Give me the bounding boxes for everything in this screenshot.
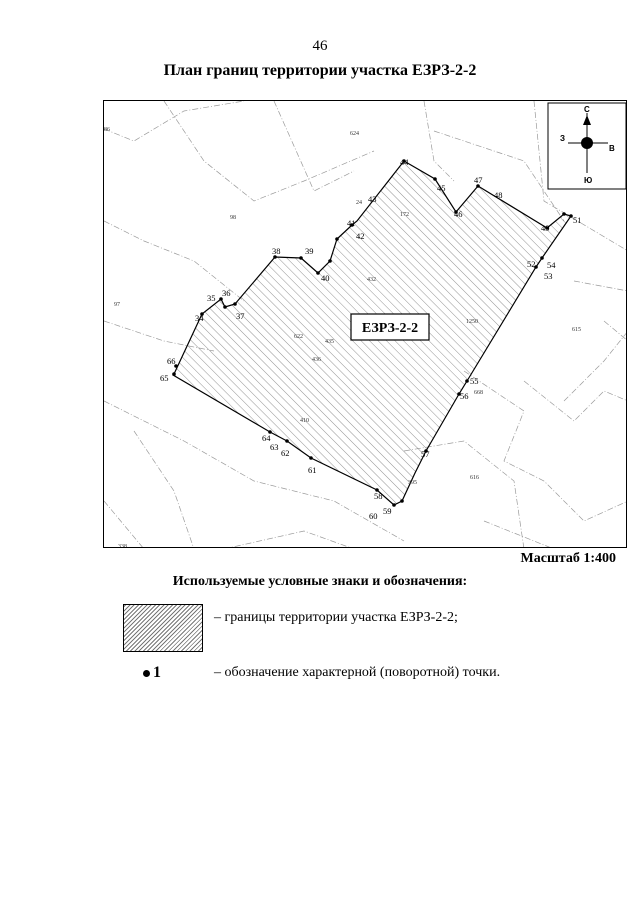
map-frame [103,100,627,548]
zone-label-box [351,314,429,340]
svg-text:58: 58 [374,491,383,501]
svg-text:60: 60 [369,511,378,521]
svg-text:36: 36 [222,288,231,298]
svg-text:57: 57 [421,449,430,459]
svg-text:34: 34 [195,313,204,323]
page-title: План границ территории участка ЕЗРЗ-2-2 [163,62,477,79]
svg-text:410: 410 [300,418,309,424]
svg-text:395: 395 [408,480,417,486]
svg-text:З: З [560,134,566,143]
svg-text:624: 624 [350,131,359,137]
svg-text:42: 42 [356,231,365,241]
svg-text:48: 48 [494,190,503,200]
svg-text:49: 49 [541,223,550,233]
svg-text:172: 172 [400,212,409,218]
svg-text:97: 97 [114,302,120,308]
svg-text:62: 62 [281,448,290,458]
svg-text:41: 41 [347,218,356,228]
svg-text:54: 54 [547,260,556,270]
zone-label: ЕЗРЗ-2-2 [361,321,419,336]
svg-text:52: 52 [527,259,536,269]
page-number: 46 [312,38,328,54]
svg-text:622: 622 [294,334,303,340]
svg-text:435: 435 [325,339,334,345]
svg-text:В: В [609,144,615,153]
svg-text:63: 63 [270,442,279,452]
svg-text:51: 51 [573,215,582,225]
svg-text:59: 59 [383,506,392,516]
svg-text:65: 65 [160,373,169,383]
svg-text:43: 43 [368,194,377,204]
svg-text:37: 37 [236,311,245,321]
svg-text:1250: 1250 [466,319,478,325]
svg-text:45: 45 [437,183,446,193]
svg-text:436: 436 [312,357,321,363]
legend-title: Используемые условные знаки и обозначения: [172,574,468,589]
svg-text:35: 35 [207,293,216,303]
compass-icon [548,103,626,189]
legend-point-text: – обозначение характерной (поворотной) точки. [214,665,501,680]
boundary-map [104,101,627,548]
svg-text:46: 46 [454,209,463,219]
svg-text:40: 40 [321,273,330,283]
svg-text:55: 55 [470,376,479,386]
svg-text:338: 338 [118,544,127,549]
legend-hatch-swatch [123,604,203,652]
svg-text:С: С [584,105,590,114]
svg-text:56: 56 [460,391,469,401]
svg-text:432: 432 [367,277,376,283]
svg-text:64: 64 [262,433,271,443]
svg-text:615: 615 [572,327,581,333]
legend-point-symbol: 1 [143,664,161,682]
svg-text:98: 98 [230,215,236,221]
svg-text:47: 47 [474,175,483,185]
svg-text:39: 39 [305,246,314,256]
svg-text:616: 616 [470,475,479,481]
svg-text:24: 24 [356,200,362,206]
svg-text:44: 44 [400,157,409,167]
svg-text:66: 66 [167,356,176,366]
svg-text:668: 668 [474,390,483,396]
svg-text:86: 86 [104,127,110,133]
legend-boundary-text: – границы территории участка ЕЗРЗ-2-2; [214,610,458,625]
scale-label: Масштаб 1:400 [520,551,616,566]
svg-text:38: 38 [272,246,281,256]
svg-text:61: 61 [308,465,317,475]
svg-text:Ю: Ю [584,176,593,185]
svg-text:53: 53 [544,271,553,281]
